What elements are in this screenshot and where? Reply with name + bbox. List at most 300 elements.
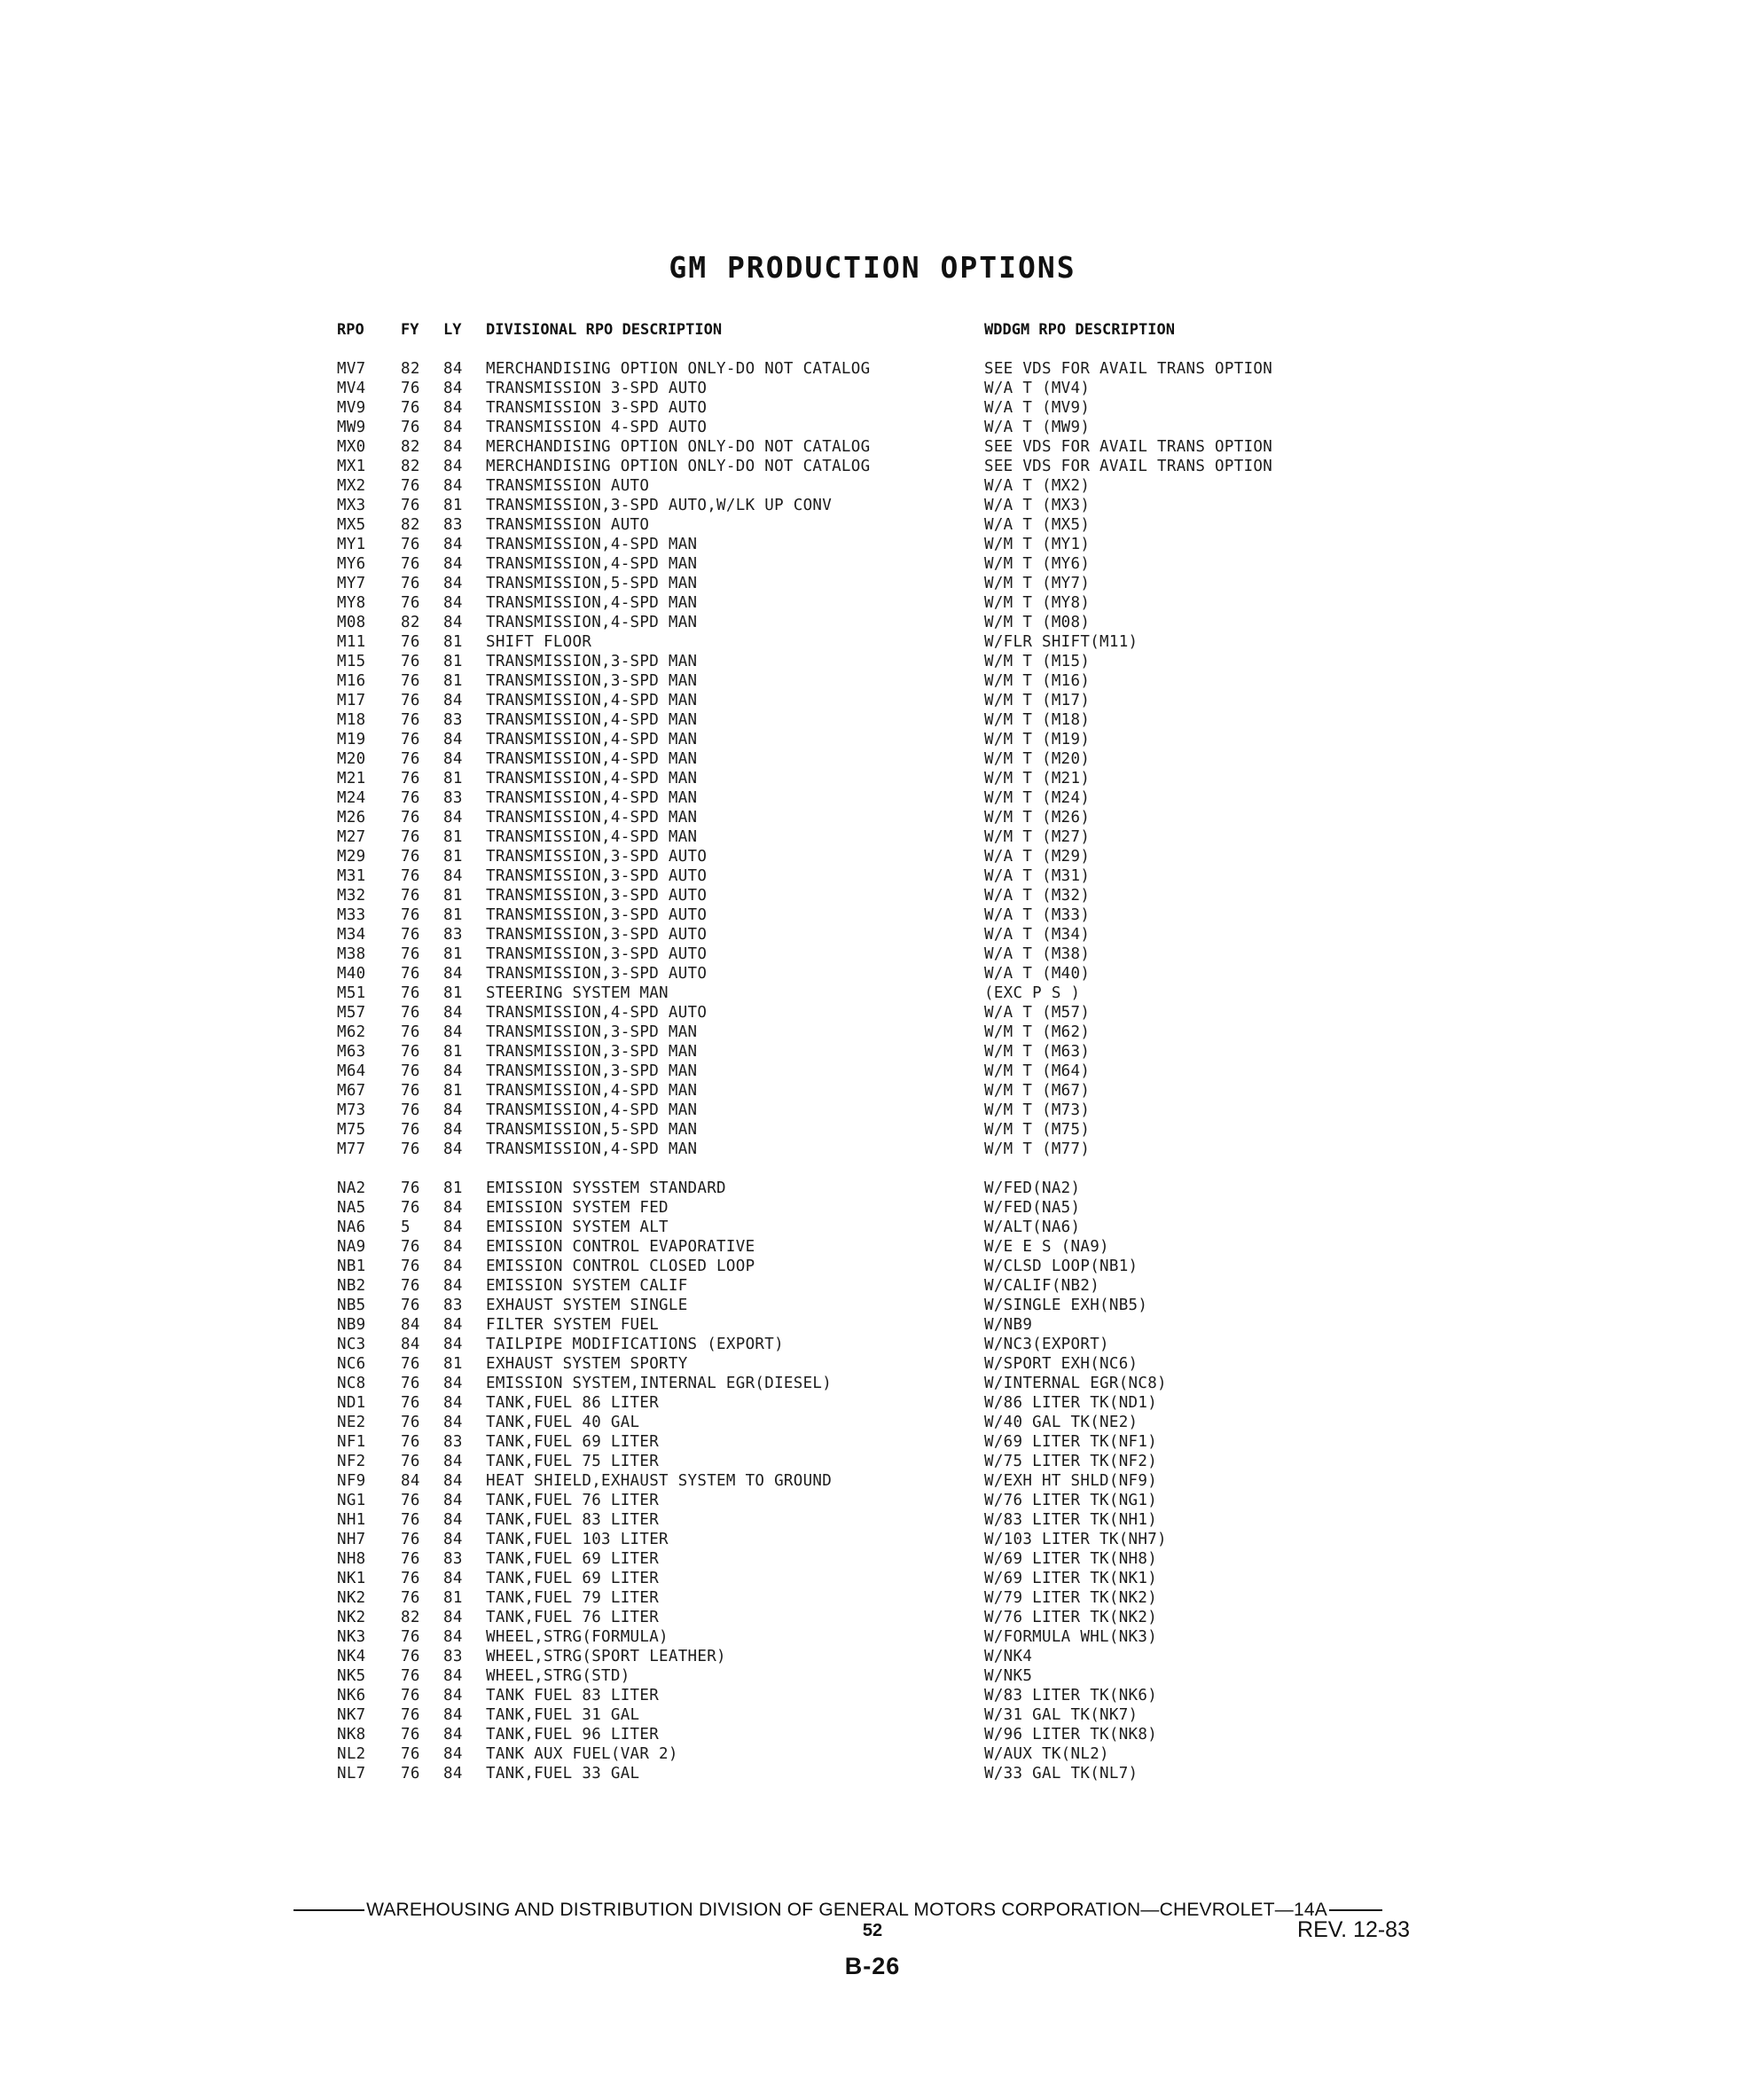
wddgm-description: W/76 LITER TK(NG1) bbox=[984, 1492, 1158, 1509]
divisional-description: TRANSMISSION,4-SPD MAN bbox=[486, 809, 698, 827]
last-year: 84 bbox=[443, 1394, 463, 1412]
wddgm-description: W/A T (M38) bbox=[984, 945, 1091, 963]
first-year: 5 bbox=[401, 1218, 411, 1236]
first-year: 76 bbox=[401, 1589, 420, 1607]
rpo-code: M16 bbox=[337, 672, 366, 690]
wddgm-description: W/33 GAL TK(NL7) bbox=[984, 1765, 1139, 1783]
divisional-description: TRANSMISSION,4-SPD MAN bbox=[486, 536, 698, 553]
wddgm-description: W/40 GAL TK(NE2) bbox=[984, 1414, 1139, 1431]
rpo-code: M73 bbox=[337, 1101, 366, 1119]
table-row bbox=[0, 769, 1745, 788]
rpo-code: NA5 bbox=[337, 1199, 366, 1217]
last-year: 81 bbox=[443, 770, 463, 788]
header-rpo: RPO bbox=[337, 321, 364, 339]
rpo-code: M77 bbox=[337, 1140, 366, 1158]
wddgm-description: W/M T (M16) bbox=[984, 672, 1091, 690]
divisional-description: TRANSMISSION,4-SPD MAN bbox=[486, 789, 698, 807]
footer-line bbox=[270, 1900, 1405, 1921]
first-year: 76 bbox=[401, 1062, 420, 1080]
page-number: 52 bbox=[862, 1921, 883, 1940]
divisional-description: TANK,FUEL 79 LITER bbox=[486, 1589, 660, 1607]
last-year: 84 bbox=[443, 1199, 463, 1217]
table-row bbox=[0, 1257, 1745, 1276]
table-row bbox=[0, 1101, 1745, 1120]
table-row bbox=[0, 983, 1745, 1003]
wddgm-description: W/A T (M31) bbox=[984, 867, 1091, 885]
rpo-code: NE2 bbox=[337, 1414, 366, 1431]
rpo-code: NB1 bbox=[337, 1258, 366, 1275]
rpo-code: MY8 bbox=[337, 594, 366, 612]
table-row bbox=[0, 1062, 1745, 1081]
divisional-description: TRANSMISSION,4-SPD AUTO bbox=[486, 1004, 708, 1022]
divisional-description: MERCHANDISING OPTION ONLY-DO NOT CATALOG bbox=[486, 360, 871, 378]
divisional-description: TRANSMISSION,4-SPD MAN bbox=[486, 770, 698, 788]
divisional-description: TRANSMISSION,5-SPD MAN bbox=[486, 1121, 698, 1139]
rpo-code: NA6 bbox=[337, 1218, 366, 1236]
table-row bbox=[0, 1705, 1745, 1725]
first-year: 76 bbox=[401, 906, 420, 924]
rpo-code: NF9 bbox=[337, 1472, 366, 1490]
table-row bbox=[0, 1218, 1745, 1237]
wddgm-description: W/EXH HT SHLD(NF9) bbox=[984, 1472, 1158, 1490]
last-year: 84 bbox=[443, 575, 463, 592]
header-ly: LY bbox=[443, 321, 462, 339]
first-year: 76 bbox=[401, 1394, 420, 1412]
wddgm-description: W/103 LITER TK(NH7) bbox=[984, 1531, 1167, 1548]
last-year: 84 bbox=[443, 399, 463, 417]
table-row bbox=[0, 1608, 1745, 1627]
wddgm-description: W/NK4 bbox=[984, 1648, 1033, 1665]
first-year: 76 bbox=[401, 1355, 420, 1373]
table-row bbox=[0, 749, 1745, 769]
last-year: 84 bbox=[443, 1023, 463, 1041]
rpo-code: M62 bbox=[337, 1023, 366, 1041]
last-year: 83 bbox=[443, 789, 463, 807]
last-year: 83 bbox=[443, 516, 463, 534]
last-year: 81 bbox=[443, 848, 463, 866]
page-title: GM PRODUCTION OPTIONS bbox=[669, 250, 1076, 285]
last-year: 84 bbox=[443, 419, 463, 436]
header-divisional-description: DIVISIONAL RPO DESCRIPTION bbox=[486, 321, 723, 339]
rpo-code: MY1 bbox=[337, 536, 366, 553]
rpo-code: NK1 bbox=[337, 1570, 366, 1587]
rpo-code: NK7 bbox=[337, 1706, 366, 1724]
table-row bbox=[0, 1081, 1745, 1101]
wddgm-description: W/A T (MV9) bbox=[984, 399, 1091, 417]
rpo-code: M40 bbox=[337, 965, 366, 983]
table-row bbox=[0, 632, 1745, 652]
rpo-code: NB5 bbox=[337, 1297, 366, 1314]
wddgm-description: W/M T (M21) bbox=[984, 770, 1091, 788]
rpo-code: NK5 bbox=[337, 1667, 366, 1685]
rpo-code: M51 bbox=[337, 984, 366, 1002]
table-row bbox=[0, 1354, 1745, 1374]
first-year: 76 bbox=[401, 1004, 420, 1022]
last-year: 81 bbox=[443, 828, 463, 846]
first-year: 84 bbox=[401, 1472, 420, 1490]
rpo-code: NA2 bbox=[337, 1179, 366, 1197]
first-year: 82 bbox=[401, 516, 420, 534]
first-year: 76 bbox=[401, 1199, 420, 1217]
wddgm-description: W/75 LITER TK(NF2) bbox=[984, 1453, 1158, 1470]
last-year: 84 bbox=[443, 1062, 463, 1080]
wddgm-description: W/A T (MX2) bbox=[984, 477, 1091, 495]
rpo-code: M32 bbox=[337, 887, 366, 905]
table-row bbox=[0, 1237, 1745, 1257]
divisional-description: TRANSMISSION,4-SPD MAN bbox=[486, 828, 698, 846]
last-year: 84 bbox=[443, 360, 463, 378]
divisional-description: EMISSION SYSTEM,INTERNAL EGR(DIESEL) bbox=[486, 1375, 833, 1392]
divisional-description: TANK,FUEL 86 LITER bbox=[486, 1394, 660, 1412]
first-year: 82 bbox=[401, 360, 420, 378]
divisional-description: TRANSMISSION AUTO bbox=[486, 477, 650, 495]
last-year: 84 bbox=[443, 1765, 463, 1783]
wddgm-description: W/86 LITER TK(ND1) bbox=[984, 1394, 1158, 1412]
wddgm-description: W/79 LITER TK(NK2) bbox=[984, 1589, 1158, 1607]
table-row bbox=[0, 866, 1745, 886]
rpo-code: M34 bbox=[337, 926, 366, 944]
last-year: 84 bbox=[443, 1492, 463, 1509]
first-year: 76 bbox=[401, 1745, 420, 1763]
divisional-description: EXHAUST SYSTEM SINGLE bbox=[486, 1297, 688, 1314]
wddgm-description: W/NK5 bbox=[984, 1667, 1033, 1685]
wddgm-description: W/M T (M77) bbox=[984, 1140, 1091, 1158]
table-row bbox=[0, 710, 1745, 730]
divisional-description: TRANSMISSION,4-SPD MAN bbox=[486, 692, 698, 709]
last-year: 84 bbox=[443, 536, 463, 553]
table-row bbox=[0, 535, 1745, 554]
first-year: 76 bbox=[401, 1531, 420, 1548]
wddgm-description: W/A T (M29) bbox=[984, 848, 1091, 866]
divisional-description: TRANSMISSION,4-SPD MAN bbox=[486, 731, 698, 748]
first-year: 76 bbox=[401, 1667, 420, 1685]
divisional-description: TRANSMISSION 3-SPD AUTO bbox=[486, 380, 708, 397]
first-year: 76 bbox=[401, 711, 420, 729]
rpo-code: NC8 bbox=[337, 1375, 366, 1392]
rpo-code: MV9 bbox=[337, 399, 366, 417]
rpo-code: NK3 bbox=[337, 1628, 366, 1646]
first-year: 76 bbox=[401, 926, 420, 944]
table-row bbox=[0, 1003, 1745, 1023]
table-row bbox=[0, 1296, 1745, 1315]
rpo-code: M31 bbox=[337, 867, 366, 885]
divisional-description: TRANSMISSION,4-SPD MAN bbox=[486, 750, 698, 768]
first-year: 76 bbox=[401, 1414, 420, 1431]
first-year: 82 bbox=[401, 614, 420, 631]
divisional-description: TANK,FUEL 76 LITER bbox=[486, 1492, 660, 1509]
header-wddgm-description: WDDGM RPO DESCRIPTION bbox=[984, 321, 1175, 339]
wddgm-description: W/A T (MW9) bbox=[984, 419, 1091, 436]
wddgm-description: W/FED(NA2) bbox=[984, 1179, 1081, 1197]
wddgm-description: W/M T (M63) bbox=[984, 1043, 1091, 1061]
first-year: 76 bbox=[401, 1179, 420, 1197]
wddgm-description: W/A T (M34) bbox=[984, 926, 1091, 944]
table-row bbox=[0, 1627, 1745, 1647]
table-row bbox=[0, 515, 1745, 535]
wddgm-description: W/31 GAL TK(NK7) bbox=[984, 1706, 1139, 1724]
last-year: 81 bbox=[443, 887, 463, 905]
wddgm-description: W/ALT(NA6) bbox=[984, 1218, 1081, 1236]
wddgm-description: SEE VDS FOR AVAIL TRANS OPTION bbox=[984, 360, 1273, 378]
first-year: 76 bbox=[401, 555, 420, 573]
last-year: 81 bbox=[443, 984, 463, 1002]
first-year: 76 bbox=[401, 945, 420, 963]
wddgm-description: W/A T (MX5) bbox=[984, 516, 1091, 534]
last-year: 81 bbox=[443, 1082, 463, 1100]
table-row bbox=[0, 788, 1745, 808]
wddgm-description: W/69 LITER TK(NK1) bbox=[984, 1570, 1158, 1587]
first-year: 76 bbox=[401, 1492, 420, 1509]
rpo-code: M63 bbox=[337, 1043, 366, 1061]
divisional-description: TRANSMISSION AUTO bbox=[486, 516, 650, 534]
divisional-description: TRANSMISSION,3-SPD AUTO bbox=[486, 867, 708, 885]
rpo-code: NB2 bbox=[337, 1277, 366, 1295]
rpo-code: M17 bbox=[337, 692, 366, 709]
last-year: 84 bbox=[443, 1726, 463, 1743]
last-year: 83 bbox=[443, 1648, 463, 1665]
divisional-description: MERCHANDISING OPTION ONLY-DO NOT CATALOG bbox=[486, 438, 871, 456]
last-year: 84 bbox=[443, 1531, 463, 1548]
table-row bbox=[0, 1120, 1745, 1140]
divisional-description: EMISSION CONTROL EVAPORATIVE bbox=[486, 1238, 755, 1256]
wddgm-description: W/SPORT EXH(NC6) bbox=[984, 1355, 1139, 1373]
rpo-code: ND1 bbox=[337, 1394, 366, 1412]
first-year: 76 bbox=[401, 1023, 420, 1041]
last-year: 81 bbox=[443, 1043, 463, 1061]
first-year: 76 bbox=[401, 419, 420, 436]
divisional-description: FILTER SYSTEM FUEL bbox=[486, 1316, 660, 1334]
first-year: 76 bbox=[401, 965, 420, 983]
wddgm-description: W/A T (MV4) bbox=[984, 380, 1091, 397]
rpo-code: MW9 bbox=[337, 419, 366, 436]
table-row bbox=[0, 1510, 1745, 1530]
last-year: 81 bbox=[443, 497, 463, 514]
rpo-code: MX5 bbox=[337, 516, 366, 534]
table-row bbox=[0, 827, 1745, 847]
wddgm-description: W/M T (M19) bbox=[984, 731, 1091, 748]
last-year: 84 bbox=[443, 380, 463, 397]
first-year: 76 bbox=[401, 1706, 420, 1724]
last-year: 84 bbox=[443, 1121, 463, 1139]
last-year: 84 bbox=[443, 438, 463, 456]
wddgm-description: W/M T (M27) bbox=[984, 828, 1091, 846]
rpo-code: MX1 bbox=[337, 458, 366, 475]
table-row bbox=[0, 554, 1745, 574]
table-row bbox=[0, 398, 1745, 418]
wddgm-description: W/M T (M17) bbox=[984, 692, 1091, 709]
table-row bbox=[0, 1452, 1745, 1471]
divisional-description: EMISSION CONTROL CLOSED LOOP bbox=[486, 1258, 755, 1275]
table-row bbox=[0, 1393, 1745, 1413]
last-year: 84 bbox=[443, 1375, 463, 1392]
rpo-code: M57 bbox=[337, 1004, 366, 1022]
wddgm-description: W/SINGLE EXH(NB5) bbox=[984, 1297, 1148, 1314]
rpo-code: MV4 bbox=[337, 380, 366, 397]
wddgm-description: W/M T (M24) bbox=[984, 789, 1091, 807]
table-row bbox=[0, 1530, 1745, 1549]
first-year: 76 bbox=[401, 1550, 420, 1568]
wddgm-description: W/A T (MX3) bbox=[984, 497, 1091, 514]
last-year: 84 bbox=[443, 1745, 463, 1763]
divisional-description: MERCHANDISING OPTION ONLY-DO NOT CATALOG bbox=[486, 458, 871, 475]
first-year: 76 bbox=[401, 1648, 420, 1665]
rpo-code: NF1 bbox=[337, 1433, 366, 1451]
wddgm-description: SEE VDS FOR AVAIL TRANS OPTION bbox=[984, 458, 1273, 475]
wddgm-description: W/AUX TK(NL2) bbox=[984, 1745, 1109, 1763]
last-year: 84 bbox=[443, 1277, 463, 1295]
rpo-code: M38 bbox=[337, 945, 366, 963]
divisional-description: TRANSMISSION,3-SPD AUTO bbox=[486, 848, 708, 866]
wddgm-description: W/A T (M33) bbox=[984, 906, 1091, 924]
wddgm-description: W/M T (M67) bbox=[984, 1082, 1091, 1100]
rpo-code: NC6 bbox=[337, 1355, 366, 1373]
rpo-code: M08 bbox=[337, 614, 366, 631]
table-row bbox=[0, 593, 1745, 613]
divisional-description: TRANSMISSION,3-SPD MAN bbox=[486, 1043, 698, 1061]
divisional-description: TRANSMISSION,4-SPD MAN bbox=[486, 1101, 698, 1119]
table-row bbox=[0, 1666, 1745, 1686]
header-fy: FY bbox=[401, 321, 419, 339]
table-row bbox=[0, 847, 1745, 866]
divisional-description: TANK,FUEL 69 LITER bbox=[486, 1570, 660, 1587]
table-row bbox=[0, 496, 1745, 515]
table-row bbox=[0, 1686, 1745, 1705]
first-year: 76 bbox=[401, 1101, 420, 1119]
wddgm-description: W/M T (M20) bbox=[984, 750, 1091, 768]
table-row bbox=[0, 1198, 1745, 1218]
last-year: 84 bbox=[443, 1570, 463, 1587]
first-year: 76 bbox=[401, 867, 420, 885]
first-year: 76 bbox=[401, 1570, 420, 1587]
divisional-description: TRANSMISSION,3-SPD AUTO bbox=[486, 965, 708, 983]
divisional-description: TRANSMISSION,4-SPD MAN bbox=[486, 555, 698, 573]
last-year: 81 bbox=[443, 945, 463, 963]
divisional-description: TRANSMISSION,3-SPD AUTO bbox=[486, 926, 708, 944]
wddgm-description: W/76 LITER TK(NK2) bbox=[984, 1609, 1158, 1626]
last-year: 84 bbox=[443, 458, 463, 475]
last-year: 84 bbox=[443, 1628, 463, 1646]
footer-dash-left bbox=[293, 1909, 364, 1911]
first-year: 76 bbox=[401, 770, 420, 788]
table-row bbox=[0, 1315, 1745, 1335]
divisional-description: TANK,FUEL 83 LITER bbox=[486, 1511, 660, 1529]
last-year: 81 bbox=[443, 1355, 463, 1373]
last-year: 84 bbox=[443, 965, 463, 983]
table-row bbox=[0, 671, 1745, 691]
last-year: 84 bbox=[443, 1238, 463, 1256]
last-year: 84 bbox=[443, 1511, 463, 1529]
wddgm-description: W/M T (M73) bbox=[984, 1101, 1091, 1119]
wddgm-description: W/NB9 bbox=[984, 1316, 1033, 1334]
wddgm-description: W/M T (MY8) bbox=[984, 594, 1091, 612]
rpo-code: NH1 bbox=[337, 1511, 366, 1529]
divisional-description: TANK,FUEL 69 LITER bbox=[486, 1433, 660, 1451]
rpo-code: NA9 bbox=[337, 1238, 366, 1256]
rpo-code: MY7 bbox=[337, 575, 366, 592]
divisional-description: TANK,FUEL 31 GAL bbox=[486, 1706, 640, 1724]
wddgm-description: W/69 LITER TK(NH8) bbox=[984, 1550, 1158, 1568]
last-year: 84 bbox=[443, 867, 463, 885]
footer-text: WAREHOUSING AND DISTRIBUTION DIVISION OF GENERAL MOTORS CORPORATION—CHEVROLET—14A bbox=[366, 1900, 1327, 1920]
wddgm-description: W/M T (M18) bbox=[984, 711, 1091, 729]
first-year: 76 bbox=[401, 1082, 420, 1100]
wddgm-description: SEE VDS FOR AVAIL TRANS OPTION bbox=[984, 438, 1273, 456]
first-year: 76 bbox=[401, 497, 420, 514]
first-year: 76 bbox=[401, 594, 420, 612]
last-year: 81 bbox=[443, 653, 463, 670]
table-row bbox=[0, 1725, 1745, 1744]
table-row bbox=[0, 1023, 1745, 1042]
table-row bbox=[0, 1744, 1745, 1764]
wddgm-description: W/CLSD LOOP(NB1) bbox=[984, 1258, 1139, 1275]
rpo-code: MX0 bbox=[337, 438, 366, 456]
divisional-description: HEAT SHIELD,EXHAUST SYSTEM TO GROUND bbox=[486, 1472, 833, 1490]
wddgm-description: W/M T (M26) bbox=[984, 809, 1091, 827]
table-row bbox=[0, 1335, 1745, 1354]
rpo-code: M20 bbox=[337, 750, 366, 768]
last-year: 84 bbox=[443, 1316, 463, 1334]
divisional-description: TRANSMISSION,3-SPD MAN bbox=[486, 1023, 698, 1041]
first-year: 76 bbox=[401, 1043, 420, 1061]
last-year: 84 bbox=[443, 555, 463, 573]
table-row bbox=[0, 1276, 1745, 1296]
wddgm-description: W/A T (M40) bbox=[984, 965, 1091, 983]
divisional-description: TANK,FUEL 103 LITER bbox=[486, 1531, 669, 1548]
divisional-description: TANK,FUEL 75 LITER bbox=[486, 1453, 660, 1470]
rpo-code: M64 bbox=[337, 1062, 366, 1080]
rpo-code: NF2 bbox=[337, 1453, 366, 1470]
wddgm-description: W/CALIF(NB2) bbox=[984, 1277, 1100, 1295]
wddgm-description: W/M T (M15) bbox=[984, 653, 1091, 670]
first-year: 76 bbox=[401, 984, 420, 1002]
rpo-code: NK2 bbox=[337, 1609, 366, 1626]
wddgm-description: W/M T (M75) bbox=[984, 1121, 1091, 1139]
first-year: 76 bbox=[401, 1628, 420, 1646]
wddgm-description: W/83 LITER TK(NK6) bbox=[984, 1687, 1158, 1704]
last-year: 84 bbox=[443, 1687, 463, 1704]
wddgm-description: W/E E S (NA9) bbox=[984, 1238, 1109, 1256]
wddgm-description: W/FORMULA WHL(NK3) bbox=[984, 1628, 1158, 1646]
rpo-code: NK4 bbox=[337, 1648, 366, 1665]
first-year: 76 bbox=[401, 828, 420, 846]
first-year: 76 bbox=[401, 653, 420, 670]
rpo-code: M19 bbox=[337, 731, 366, 748]
rpo-code: NH7 bbox=[337, 1531, 366, 1548]
rpo-code: NK6 bbox=[337, 1687, 366, 1704]
last-year: 83 bbox=[443, 711, 463, 729]
last-year: 84 bbox=[443, 1258, 463, 1275]
last-year: 84 bbox=[443, 1609, 463, 1626]
divisional-description: TRANSMISSION,3-SPD MAN bbox=[486, 672, 698, 690]
last-year: 84 bbox=[443, 731, 463, 748]
wddgm-description: W/M T (MY7) bbox=[984, 575, 1091, 592]
last-year: 81 bbox=[443, 1179, 463, 1197]
divisional-description: WHEEL,STRG(FORMULA) bbox=[486, 1628, 669, 1646]
last-year: 84 bbox=[443, 1101, 463, 1119]
divisional-description: TRANSMISSION,3-SPD AUTO,W/LK UP CONV bbox=[486, 497, 833, 514]
table-row bbox=[0, 1569, 1745, 1588]
rpo-code: M24 bbox=[337, 789, 366, 807]
wddgm-description: W/M T (MY6) bbox=[984, 555, 1091, 573]
divisional-description: TANK,FUEL 40 GAL bbox=[486, 1414, 640, 1431]
rpo-code: NH8 bbox=[337, 1550, 366, 1568]
divisional-description: TRANSMISSION,3-SPD AUTO bbox=[486, 906, 708, 924]
table-row bbox=[0, 925, 1745, 944]
rpo-code: M18 bbox=[337, 711, 366, 729]
rpo-code: M75 bbox=[337, 1121, 366, 1139]
divisional-description: TRANSMISSION,3-SPD AUTO bbox=[486, 945, 708, 963]
divisional-description: TRANSMISSION,3-SPD MAN bbox=[486, 1062, 698, 1080]
